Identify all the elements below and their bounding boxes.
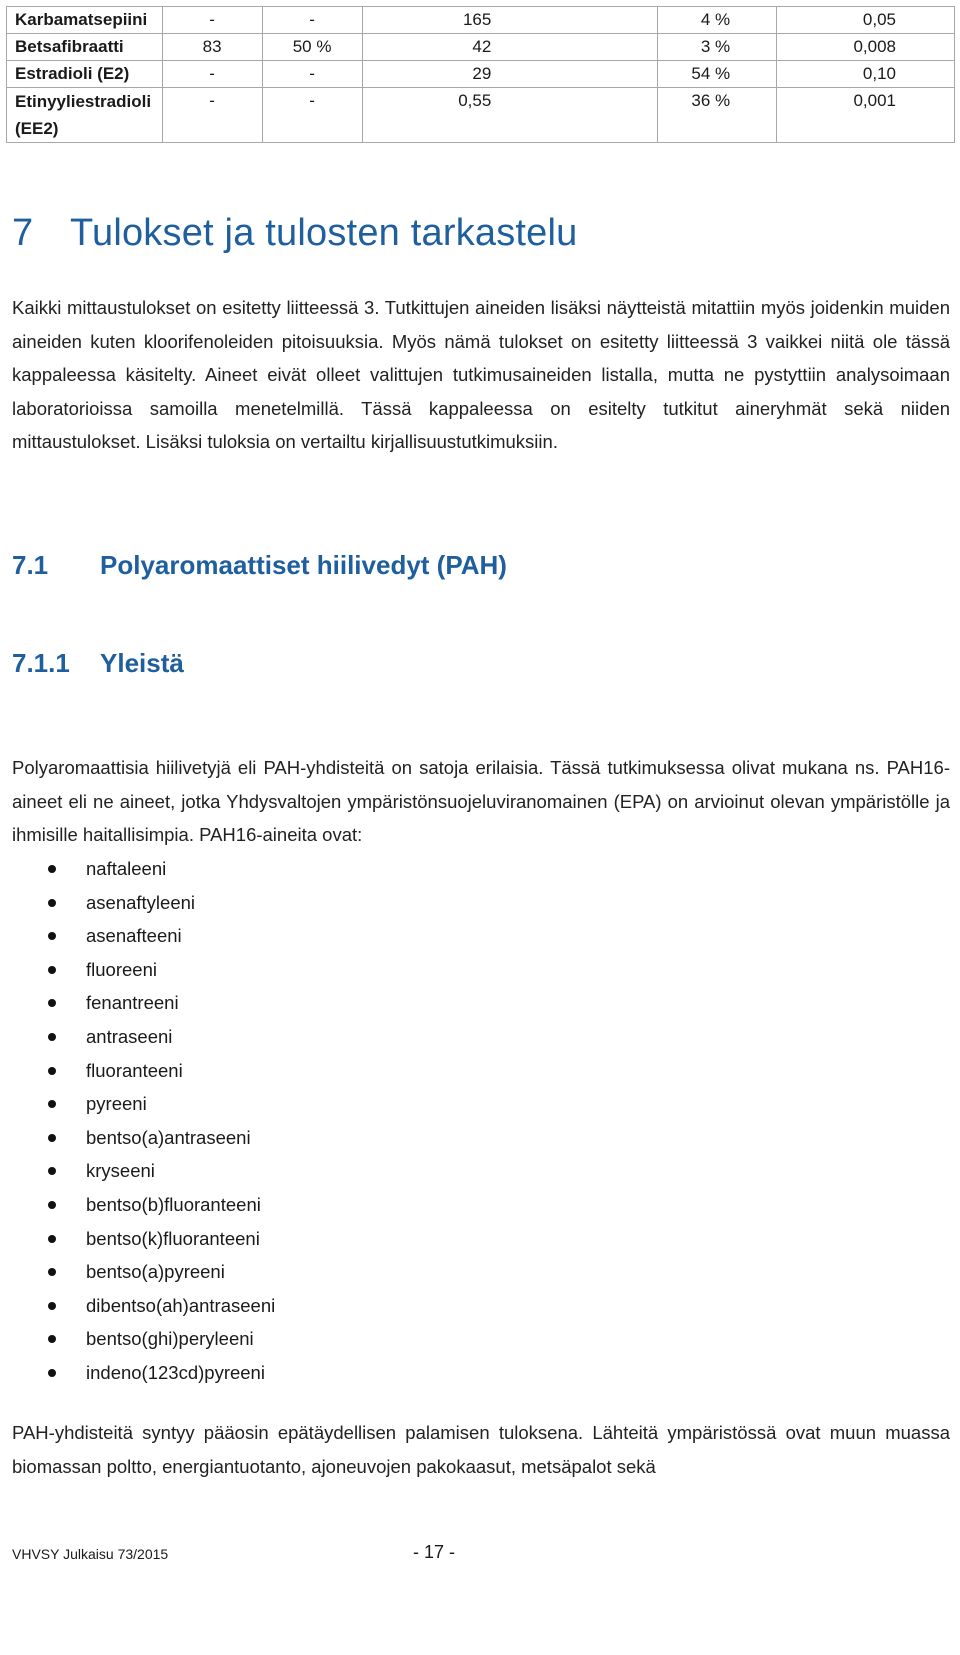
subsection-number: 7.1	[12, 550, 49, 580]
cell: 4 %	[658, 7, 777, 34]
list-item: fluoreeni	[48, 953, 275, 987]
list-item: bentso(b)fluoranteeni	[48, 1188, 275, 1222]
list-item: kryseeni	[48, 1154, 275, 1188]
row-name: Etinyyliestradioli (EE2)	[7, 88, 163, 143]
cell: 165	[362, 7, 658, 34]
table-row	[7, 88, 955, 143]
footer-publication: VHVSY Julkaisu 73/2015	[12, 1546, 169, 1562]
subsection-title: Polyaromaattiset hiilivedyt (PAH)	[100, 550, 507, 580]
table-row	[7, 61, 955, 88]
table-row	[7, 7, 955, 34]
row-name: Karbamatsepiini	[7, 7, 163, 34]
subsubsection-title: Yleistä	[100, 648, 184, 678]
list-item: bentso(k)fluoranteeni	[48, 1222, 275, 1256]
section-heading	[12, 212, 578, 255]
list-item: asenaftyleeni	[48, 886, 275, 920]
cell: 29	[362, 61, 658, 88]
list-item: fenantreeni	[48, 986, 275, 1020]
cell: -	[262, 7, 362, 34]
list-item: bentso(a)antraseeni	[48, 1121, 275, 1155]
list-item: antraseeni	[48, 1020, 275, 1054]
list-item: bentso(ghi)peryleeni	[48, 1322, 275, 1356]
cell: 0,55	[362, 88, 658, 143]
list-item: pyreeni	[48, 1087, 275, 1121]
cell: 0,001	[777, 88, 955, 143]
cell: 83	[162, 34, 262, 61]
list-item: dibentso(ah)antraseeni	[48, 1289, 275, 1323]
cell: -	[262, 88, 362, 143]
cell: -	[162, 7, 262, 34]
cell: -	[262, 61, 362, 88]
cell: 3 %	[658, 34, 777, 61]
table-row	[7, 34, 955, 61]
subsection-heading	[12, 550, 507, 581]
section-number: 7	[12, 212, 34, 254]
list-item: naftaleeni	[48, 852, 275, 886]
section-paragraph: Kaikki mittaustulokset on esitetty liitteessä 3. Tutkittujen aineiden lisäksi näytteistä mitattiin myös joidenkin muiden aineiden kuten kloorifenoleiden pitoisuuksia. Myös nämä tulokset on esitetty liitteessä 3 vaikkei niitä ole tässä kappaleessa käsitelty. Aineet eivät olleet valittujen tutkimusaineiden listalla, mutta ne pystyttiin analysoimaan laboratorioissa samoilla menetelmillä. Tässä kappaleessa on esitelty tutkitut aineryhmät sekä niiden mittaustulokset. Lisäksi tuloksia on vertailtu kirjallisuustutkimuksiin.	[12, 297, 950, 452]
subsubsection-heading	[12, 648, 184, 679]
cell: 0,10	[777, 61, 955, 88]
list-item: asenafteeni	[48, 919, 275, 953]
section-title: Tulokset ja tulosten tarkastelu	[70, 212, 578, 254]
list-item: indeno(123cd)pyreeni	[48, 1356, 275, 1390]
intro-paragraph: Polyaromaattisia hiilivetyjä eli PAH-yhdisteitä on satoja erilaisia. Tässä tutkimuksessa olivat mukana ns. PAH16-aineet eli ne aineet, jotka Yhdysvaltojen ympäristönsuojeluviranomainen (EPA) on arvioinut olevan ympäristölle ja ihmisille haitallisimpia. PAH16-aineita ovat:	[12, 757, 950, 845]
list-item: bentso(a)pyreeni	[48, 1255, 275, 1289]
cell: 36 %	[658, 88, 777, 143]
row-name: Estradioli (E2)	[7, 61, 163, 88]
pah-list	[48, 852, 275, 1390]
cell: 0,05	[777, 7, 955, 34]
row-name: Betsafibraatti	[7, 34, 163, 61]
cell: -	[162, 61, 262, 88]
cell: 42	[362, 34, 658, 61]
page-number: - 17 -	[413, 1542, 456, 1562]
data-table	[6, 6, 955, 143]
cell: 50 %	[262, 34, 362, 61]
list-item: fluoranteeni	[48, 1054, 275, 1088]
cell: -	[162, 88, 262, 143]
cell: 54 %	[658, 61, 777, 88]
subsubsection-number: 7.1.1	[12, 648, 70, 678]
closing-paragraph: PAH-yhdisteitä syntyy pääosin epätäydellisen palamisen tuloksena. Lähteitä ympäristössä ovat muun muassa biomassan poltto, energiantuotanto, ajoneuvojen pakokaasut, metsäpalot sekä	[12, 1422, 950, 1477]
cell: 0,008	[777, 34, 955, 61]
